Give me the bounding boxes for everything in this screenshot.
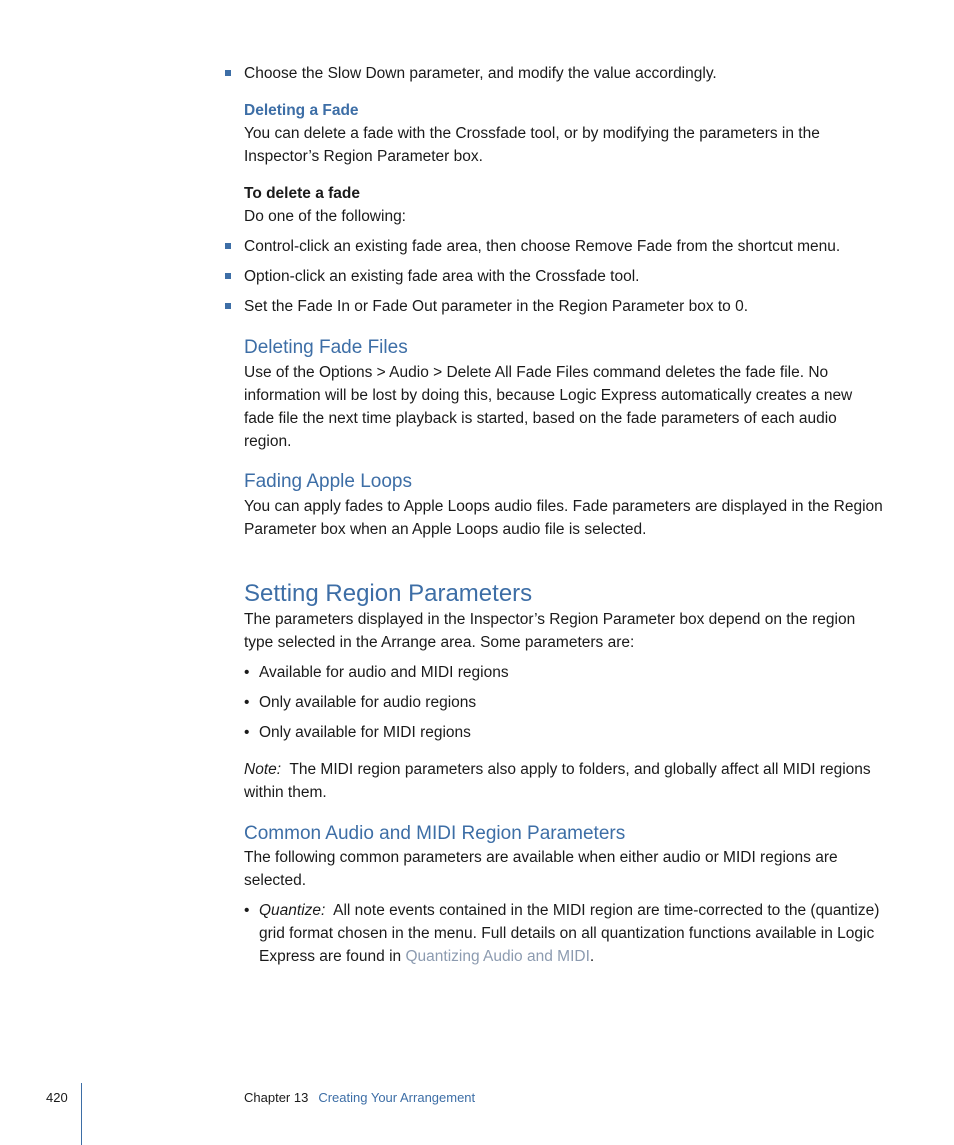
list-item-text: Only available for audio regions	[259, 694, 477, 711]
list-item-text: Available for audio and MIDI regions	[259, 664, 509, 681]
bullet-dot-icon: •	[244, 694, 250, 711]
list-item-text: Choose the Slow Down parameter, and modify the value accordingly.	[244, 65, 717, 82]
footer-chapter	[244, 1086, 475, 1109]
section-heading: Common Audio and MIDI Region Parameters	[244, 823, 626, 844]
section-heading: Fading Apple Loops	[244, 471, 412, 492]
note-label: Note:	[244, 761, 282, 778]
square-bullet-icon	[225, 243, 231, 249]
quantize-text: All note events contained in the MIDI region are time-corrected to the (quantize) grid format chosen in the menu. Full details on all quantization functions available in Logic Express are found in	[259, 902, 880, 965]
page-section-title: Setting Region Parameters	[244, 580, 533, 607]
square-bullet-icon	[225, 303, 231, 309]
list-item-text: Option-click an existing fade area with the Crossfade tool.	[244, 268, 640, 285]
note-text: The MIDI region parameters also apply to folders, and globally affect all MIDI regions within them.	[244, 761, 871, 801]
chapter-label: Chapter 13	[244, 1090, 309, 1105]
square-bullet-icon	[225, 273, 231, 279]
list-item-text: Control-click an existing fade area, then choose Remove Fade from the shortcut menu.	[244, 238, 841, 255]
paragraph: The parameters displayed in the Inspector’s Region Parameter box depend on the region type selected in the Arrange area. Some parameters are:	[244, 611, 856, 651]
paragraph: You can apply fades to Apple Loops audio files. Fade parameters are displayed in the Region Parameter box when an Apple Loops audio file is selected.	[244, 498, 883, 538]
quantizing-link[interactable]: Quantizing Audio and MIDI	[405, 948, 590, 965]
task-heading: To delete a fade	[244, 185, 360, 202]
bullet-dot-icon: •	[244, 724, 250, 741]
paragraph: The following common parameters are available when either audio or MIDI regions are selected.	[244, 849, 838, 889]
paragraph: Do one of the following:	[244, 208, 406, 225]
chapter-title-link[interactable]: Creating Your Arrangement	[318, 1090, 476, 1105]
bullet-dot-icon: •	[244, 664, 250, 681]
section-heading: Deleting a Fade	[244, 102, 359, 119]
list-item-text	[259, 899, 884, 968]
quantize-end: .	[589, 948, 595, 965]
page-number: 420	[46, 1090, 68, 1105]
paragraph: Use of the Options > Audio > Delete All Fade Files command deletes the fade file. No information will be lost by doing this, because Logic Express automatically creates a new fade file the next time playback is started, based on the fade parameters of each audio region.	[244, 364, 853, 450]
square-bullet-icon	[225, 70, 231, 76]
bullet-dot-icon: •	[244, 902, 250, 919]
list-item-text: Set the Fade In or Fade Out parameter in the Region Parameter box to 0.	[244, 298, 749, 315]
note-paragraph	[244, 758, 884, 804]
section-heading: Deleting Fade Files	[244, 337, 408, 358]
footer-divider	[81, 1083, 82, 1145]
quantize-label: Quantize:	[259, 902, 326, 919]
list-item-text: Only available for MIDI regions	[259, 724, 471, 741]
paragraph: You can delete a fade with the Crossfade tool, or by modifying the parameters in the Inspector’s Region Parameter box.	[244, 125, 820, 165]
